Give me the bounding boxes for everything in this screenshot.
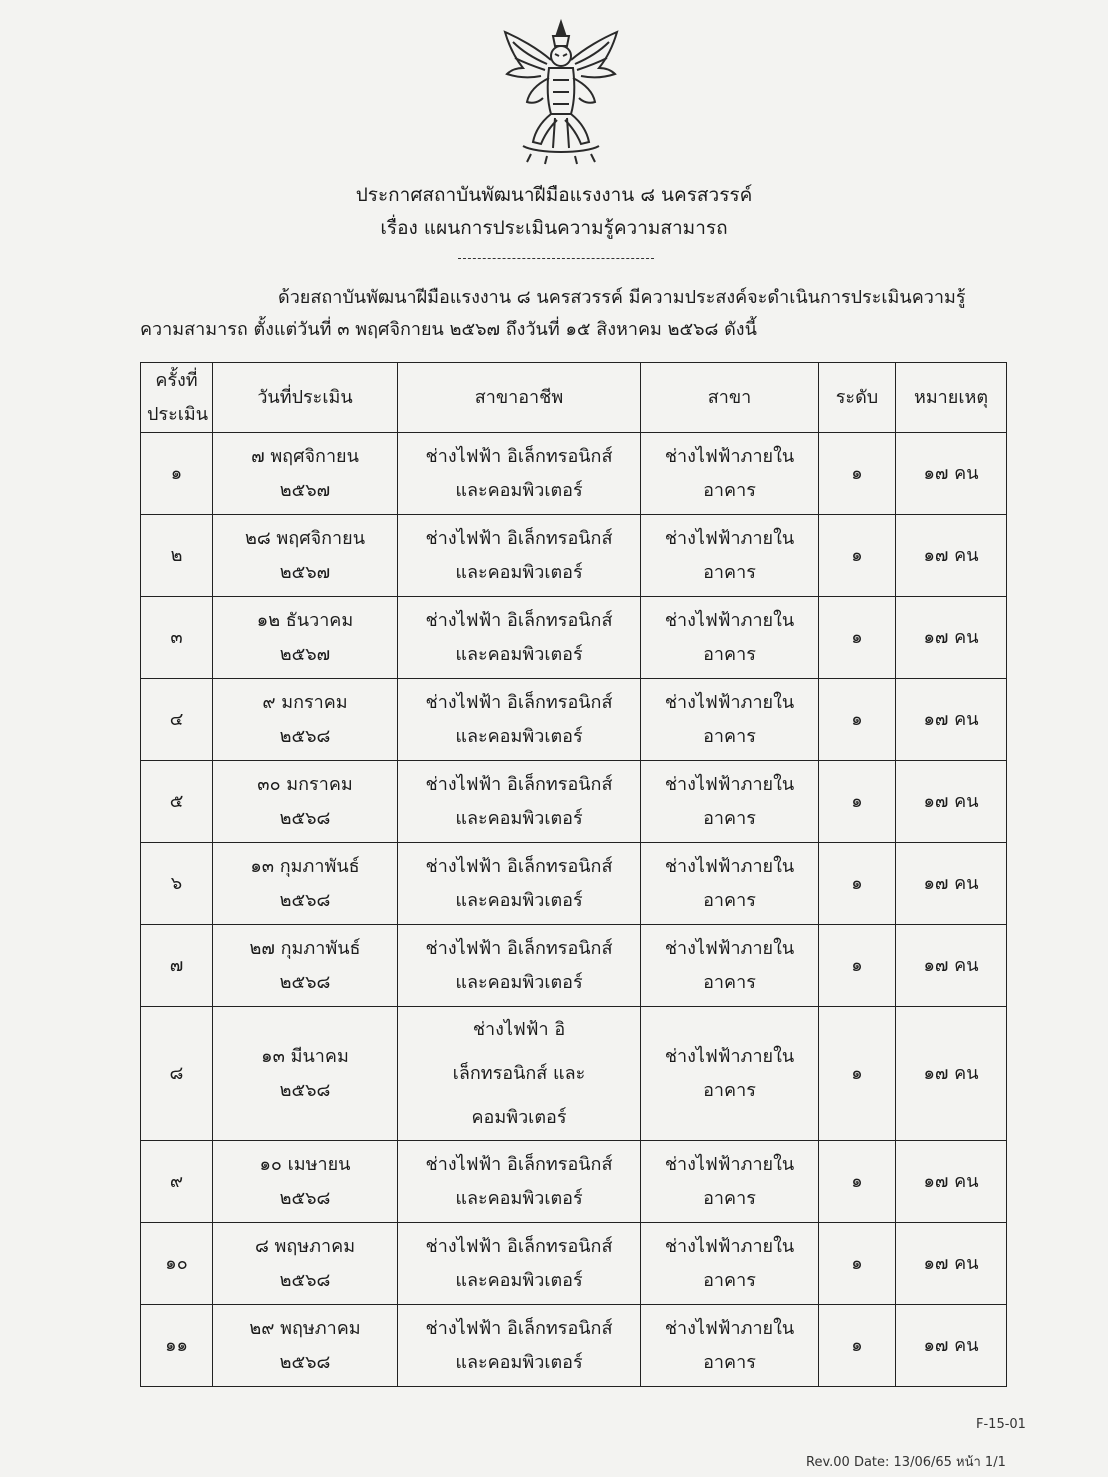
cell-branch [641,679,819,761]
branch-line1: ช่างไฟฟ้าภายใน [664,1045,795,1067]
cell-occupation [398,1305,641,1387]
date-year: ๒๕๖๘ [279,971,331,993]
cell-round: ๑๐ [141,1223,213,1305]
cell-round: ๖ [141,843,213,925]
branch-line1: ช่างไฟฟ้าภายใน [664,1317,795,1339]
occupation-line1: ช่างไฟฟ้า อิเล็กทรอนิกส์ [425,855,613,877]
date-day: ๓๐ มกราคม [257,773,353,795]
occupation-line1: ช่างไฟฟ้า อิเล็กทรอนิกส์ [425,937,613,959]
branch-line1: ช่างไฟฟ้าภายใน [664,609,795,631]
date-day: ๗ พฤศจิกายน [251,445,359,467]
table-row [141,761,1007,843]
table-header-row [141,363,1007,433]
branch-line2: อาคาร [703,643,756,665]
cell-round: ๗ [141,925,213,1007]
occupation-line2: และคอมพิวเตอร์ [455,807,583,829]
cell-remark: ๑๗ คน [896,761,1007,843]
garuda-emblem-icon [497,18,625,166]
date-day: ๘ พฤษภาคม [254,1235,356,1257]
branch-line1: ช่างไฟฟ้าภายใน [664,527,795,549]
occupation-line1: ช่างไฟฟ้า อิเล็กทรอนิกส์ [425,445,613,467]
cell-round: ๑ [141,433,213,515]
branch-line2: อาคาร [703,889,756,911]
subject-title: เรื่อง แผนการประเมินความรู้ความสามารถ [380,217,728,239]
cell-date [213,761,398,843]
intro-line-1: ด้วยสถาบันพัฒนาฝีมือแรงงาน ๘ นครสวรรค์ มีความประสงค์จะดำเนินการประเมินความรู้ [278,287,966,308]
cell-remark: ๑๗ คน [896,1007,1007,1141]
cell-date [213,1007,398,1141]
cell-occupation [398,761,641,843]
header-round [141,363,213,433]
cell-date [213,433,398,515]
cell-remark: ๑๗ คน [896,1305,1007,1387]
occupation-line2: และคอมพิวเตอร์ [455,725,583,747]
occupation-line3: คอมพิวเตอร์ [471,1106,567,1128]
branch-line2: อาคาร [703,725,756,747]
date-day: ๑๓ มีนาคม [261,1045,349,1067]
cell-date [213,1223,398,1305]
cell-date [213,843,398,925]
cell-level: ๑ [819,761,896,843]
cell-date [213,515,398,597]
occupation-line2: เล็กทรอนิกส์ และ [452,1062,586,1084]
branch-line1: ช่างไฟฟ้าภายใน [664,691,795,713]
cell-level: ๑ [819,843,896,925]
cell-round: ๘ [141,1007,213,1141]
assessment-plan-table [140,362,1007,1387]
date-year: ๒๕๖๗ [279,561,331,583]
header-occupation: สาขาอาชีพ [398,363,641,433]
table-row [141,1223,1007,1305]
cell-date [213,1305,398,1387]
cell-occupation [398,1141,641,1223]
table-row [141,1305,1007,1387]
occupation-line2: และคอมพิวเตอร์ [455,561,583,583]
date-day: ๒๘ พฤศจิกายน [244,527,366,549]
cell-remark: ๑๗ คน [896,597,1007,679]
cell-occupation [398,679,641,761]
header-branch: สาขา [641,363,819,433]
cell-level: ๑ [819,1305,896,1387]
cell-level: ๑ [819,679,896,761]
date-year: ๒๕๖๘ [279,807,331,829]
occupation-line1: ช่างไฟฟ้า อิเล็กทรอนิกส์ [425,527,613,549]
occupation-line1: ช่างไฟฟ้า อิเล็กทรอนิกส์ [425,1153,613,1175]
occupation-line2: และคอมพิวเตอร์ [455,971,583,993]
occupation-line1: ช่างไฟฟ้า อิเล็กทรอนิกส์ [425,1235,613,1257]
announcement-title: ประกาศสถาบันพัฒนาฝีมือแรงงาน ๘ นครสวรรค์ [355,184,753,206]
table-row [141,515,1007,597]
occupation-line2: และคอมพิวเตอร์ [455,1187,583,1209]
cell-occupation [398,597,641,679]
occupation-line2: และคอมพิวเตอร์ [455,643,583,665]
cell-round: ๓ [141,597,213,679]
occupation-line1: ช่างไฟฟ้า อิเล็กทรอนิกส์ [425,1317,613,1339]
header-date: วันที่ประเมิน [213,363,398,433]
cell-occupation [398,1007,641,1141]
intro-line-2: ความสามารถ ตั้งแต่วันที่ ๓ พฤศจิกายน ๒๕๖๗ ถึงวันที่ ๑๕ สิงหาคม ๒๕๖๘ ดังนี้ [140,319,757,340]
cell-occupation [398,843,641,925]
date-year: ๒๕๖๘ [279,1187,331,1209]
cell-date [213,679,398,761]
table-row [141,1007,1007,1141]
table-row [141,843,1007,925]
occupation-line2: และคอมพิวเตอร์ [455,1351,583,1373]
date-year: ๒๕๖๗ [279,643,331,665]
cell-branch [641,925,819,1007]
cell-occupation [398,1223,641,1305]
cell-date [213,925,398,1007]
cell-remark: ๑๗ คน [896,1223,1007,1305]
date-year: ๒๕๖๗ [279,479,331,501]
header-round-line2: ประเมิน [147,403,209,425]
branch-line1: ช่างไฟฟ้าภายใน [664,937,795,959]
cell-remark: ๑๗ คน [896,1141,1007,1223]
branch-line2: อาคาร [703,561,756,583]
date-year: ๒๕๖๘ [279,1269,331,1291]
occupation-line2: และคอมพิวเตอร์ [455,479,583,501]
table-row [141,1141,1007,1223]
branch-line2: อาคาร [703,1187,756,1209]
cell-remark: ๑๗ คน [896,843,1007,925]
cell-round: ๕ [141,761,213,843]
cell-occupation [398,925,641,1007]
date-year: ๒๕๖๘ [279,725,331,747]
cell-branch [641,515,819,597]
cell-remark: ๑๗ คน [896,679,1007,761]
branch-line1: ช่างไฟฟ้าภายใน [664,1235,795,1257]
cell-level: ๑ [819,1223,896,1305]
cell-level: ๑ [819,1141,896,1223]
cell-round: ๑๑ [141,1305,213,1387]
cell-date [213,597,398,679]
cell-level: ๑ [819,1007,896,1141]
date-day: ๑๒ ธันวาคม [256,609,354,631]
date-year: ๒๕๖๘ [279,889,331,911]
cell-round: ๔ [141,679,213,761]
cell-branch [641,761,819,843]
cell-branch [641,1141,819,1223]
cell-branch [641,1305,819,1387]
date-year: ๒๕๖๘ [279,1079,331,1101]
header-level: ระดับ [819,363,896,433]
occupation-line1: ช่างไฟฟ้า อิเล็กทรอนิกส์ [425,609,613,631]
branch-line2: อาคาร [703,1079,756,1101]
cell-date [213,1141,398,1223]
cell-branch [641,1007,819,1141]
cell-level: ๑ [819,515,896,597]
date-day: ๙ มกราคม [262,691,348,713]
branch-line2: อาคาร [703,971,756,993]
cell-branch [641,1223,819,1305]
occupation-line1: ช่างไฟฟ้า อิ [472,1018,566,1040]
date-day: ๒๙ พฤษภาคม [249,1317,361,1339]
cell-branch [641,843,819,925]
date-year: ๒๕๖๘ [279,1351,331,1373]
cell-remark: ๑๗ คน [896,433,1007,515]
date-day: ๑๓ กุมภาพันธ์ [250,855,360,877]
cell-level: ๑ [819,925,896,1007]
table-row [141,925,1007,1007]
revision-info: Rev.00 Date: 13/06/65 หน้า 1/1 [806,1455,1006,1470]
cell-branch [641,433,819,515]
table-row [141,597,1007,679]
branch-line2: อาคาร [703,1351,756,1373]
cell-round: ๒ [141,515,213,597]
cell-round: ๙ [141,1141,213,1223]
branch-line1: ช่างไฟฟ้าภายใน [664,445,795,467]
branch-line1: ช่างไฟฟ้าภายใน [664,773,795,795]
date-day: ๑๐ เมษายน [259,1153,351,1175]
cell-remark: ๑๗ คน [896,515,1007,597]
branch-line1: ช่างไฟฟ้าภายใน [664,855,795,877]
cell-occupation [398,433,641,515]
title-divider [458,258,654,259]
table-row [141,679,1007,761]
occupation-line2: และคอมพิวเตอร์ [455,889,583,911]
branch-line2: อาคาร [703,807,756,829]
table-row [141,433,1007,515]
cell-occupation [398,515,641,597]
date-day: ๒๗ กุมภาพันธ์ [249,937,361,959]
cell-remark: ๑๗ คน [896,925,1007,1007]
branch-line2: อาคาร [703,479,756,501]
branch-line2: อาคาร [703,1269,756,1291]
header-round-line1: ครั้งที่ [155,369,198,391]
header-remark: หมายเหตุ [896,363,1007,433]
branch-line1: ช่างไฟฟ้าภายใน [664,1153,795,1175]
occupation-line2: และคอมพิวเตอร์ [455,1269,583,1291]
form-code: F-15-01 [976,1417,1026,1432]
cell-level: ๑ [819,433,896,515]
cell-branch [641,597,819,679]
occupation-line1: ช่างไฟฟ้า อิเล็กทรอนิกส์ [425,691,613,713]
cell-level: ๑ [819,597,896,679]
occupation-line1: ช่างไฟฟ้า อิเล็กทรอนิกส์ [425,773,613,795]
